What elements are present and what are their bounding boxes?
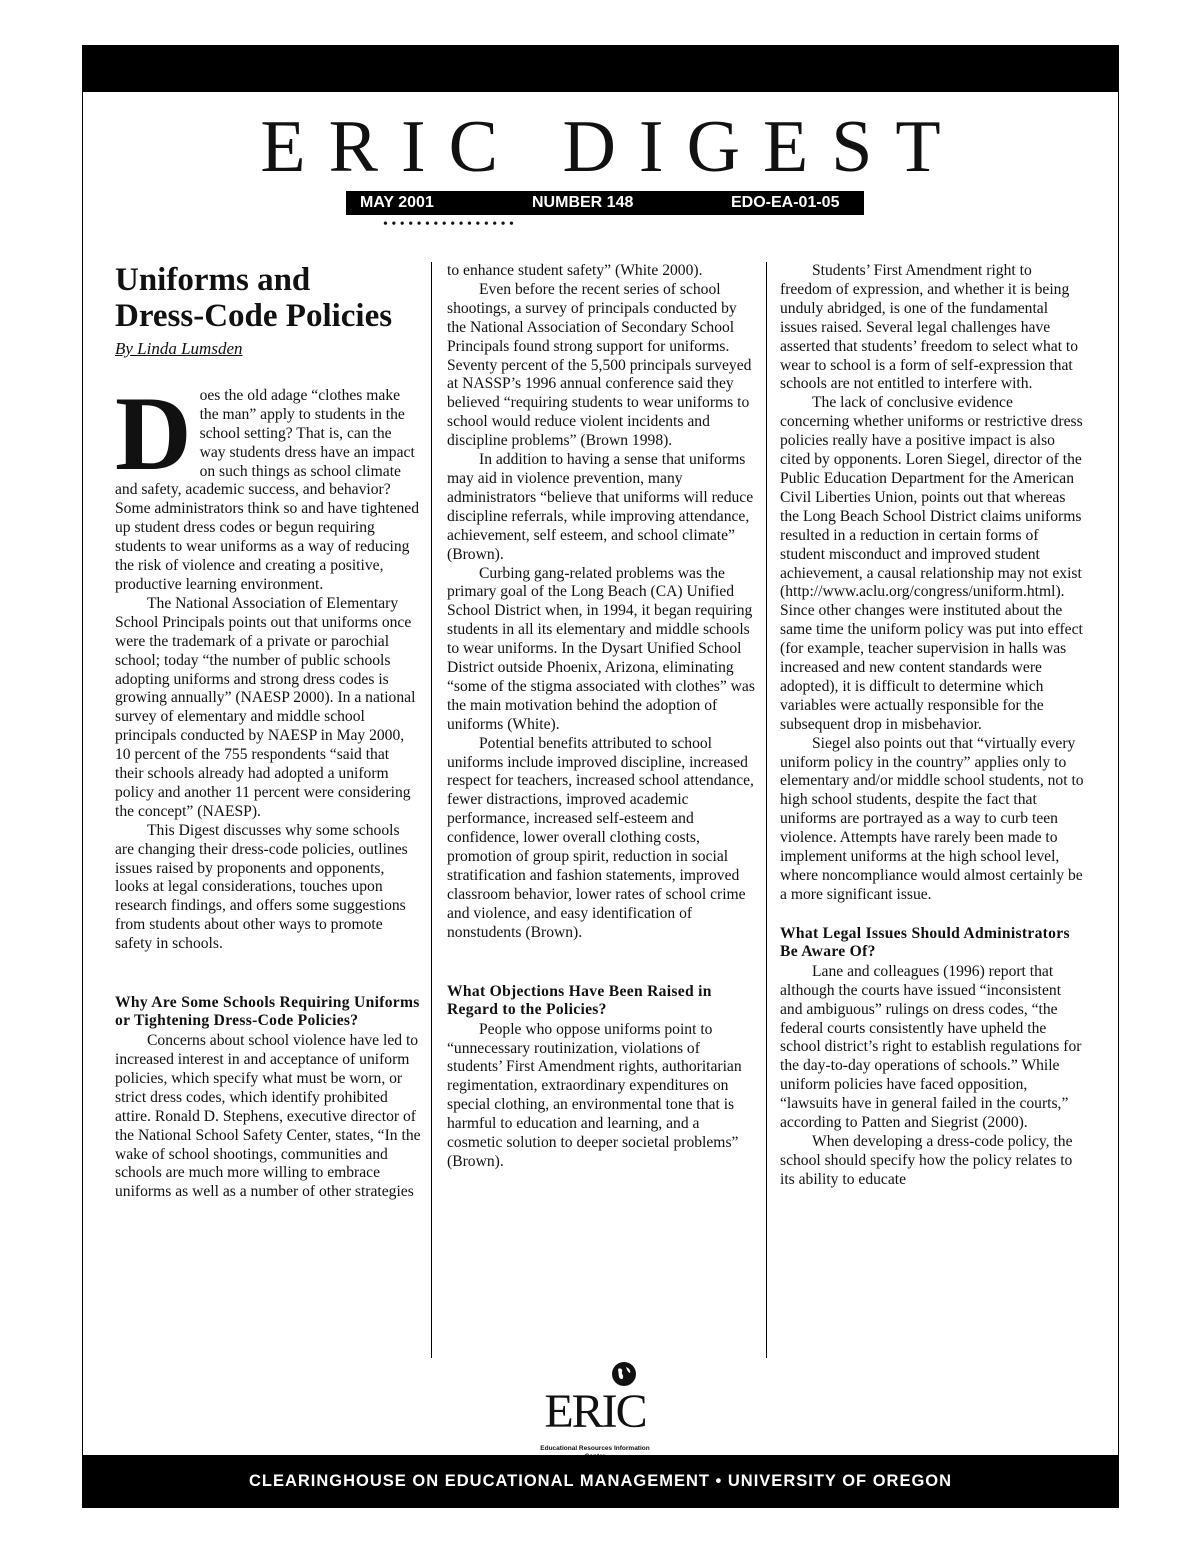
- paragraph: Even before the recent series of school shootings, a survey of principals conducted by the National Association of Secondary School Principals found strong support for uniforms. Seventy percent of the 5,500 principals surveyed at NASSP’s 1996 annual conference said they believed “requiring students to wear uniforms to school would reduce violent incidents and discipline problems” (Brown 1998).: [447, 280, 752, 450]
- digest-page: [82, 45, 1119, 1508]
- paragraph: Lane and colleagues (1996) report that although the courts have issued “inconsistent and ambiguous” rulings on dress codes, “the federal courts consistently have upheld the school district’s right to establish regulations for the day-to-day operations of schools.” While uniform policies have faced opposition, “lawsuits have in general failed in the courts,” according to Patten and Siegrist (2000).: [780, 962, 1082, 1132]
- paragraph: Potential benefits attributed to school uniforms include improved discipline, increased respect for teachers, increased school attendance, fewer distractions, improved academic performance, increased self-esteem and confidence, lower overall clothing costs, promotion of group spirit, reduction in social stratification and fashion statements, improved classroom behavior, lower rates of school crime and violence, and easy identification of nonstudents (Brown).: [447, 734, 754, 941]
- section-heading: What Objections Have Been Raised in Regard to the Policies?: [447, 982, 712, 1018]
- column-rule: [766, 262, 767, 1358]
- article-title-line1: Uniforms and: [115, 262, 311, 298]
- paragraph: Students’ First Amendment right to freedom of expression, and whether it is being unduly abridged, is one of the fundamental issues raised. Several legal challenges have asserted that students’ freedom to select what to wear to school is a form of self-expression that schools are not entitled to interfere with.: [780, 262, 1079, 393]
- paragraph: In addition to having a sense that uniforms may aid in violence prevention, many administrators “believe that uniforms will reduce discipline referrals, while improving attendance, achievement, self esteem, and school climate” (Brown).: [447, 451, 754, 563]
- section-heading: What Legal Issues Should Administrators Be Aware Of?: [780, 924, 1070, 960]
- paragraph: to enhance student safety” (White 2000).: [447, 262, 703, 279]
- column-rule: [431, 262, 432, 1358]
- article-title-line2: Dress-Code Policies: [115, 298, 393, 334]
- paragraph: When developing a dress-code policy, the school should specify how the policy relates to its ability to educate: [780, 1132, 1073, 1188]
- issue-code: EDO-EA-01-05: [731, 194, 840, 211]
- issue-number: NUMBER 148: [532, 194, 634, 211]
- paragraph: People who oppose uniforms point to “unnecessary routinization, violations of students’ First Amendment rights, authoritarian regimentation, extraordinary expenditures on special clothing, an environmental tone that is harmful to education and learning, and a cosmetic solution to deeper societal problems” (Brown).: [447, 1020, 742, 1170]
- paragraph: This Digest discusses why some schools are changing their dress-code policies, outlines issues raised by proponents and opponents, looks at legal considerations, touches upon research findings, and offers some suggestions from students about other ways to promote safety in schools.: [115, 821, 408, 953]
- eric-logo: [530, 1359, 660, 1459]
- top-black-bar: [83, 46, 1118, 92]
- issue-date: MAY 2001: [360, 194, 434, 211]
- paragraph: The National Association of Elementary School Principals points out that uniforms once were the trademark of a private or parochial school; today “the number of public schools adopting uniforms and strong dress codes is growing annually” (NAESP 2000). In a national survey of elementary and middle school principals conducted by NAESP in May 2000, 10 percent of the 755 respondents “said that their schools already had adopted a uniform policy and another 11 percent were considering the concept” (NAESP).: [115, 594, 416, 820]
- logo-wordmark: ERIC: [544, 1385, 646, 1438]
- globe-icon: [611, 1361, 637, 1387]
- masthead-title: ERIC DIGEST: [260, 106, 964, 188]
- byline: By Linda Lumsden: [115, 339, 243, 358]
- paragraph: oes the old adage “clothes make the man” apply to students in the school setting? That is, can the way students dress have an impact on such things as school climate and safety, academic success, and behavior? Some administrators think so and have tightened up student dress codes or begun requiring students to wear uniforms as a way of reducing the risk of violence and creating a positive, productive learning environment.: [115, 386, 420, 593]
- dot-divider: • • • • • • • • • • • • • • • •: [383, 217, 514, 232]
- column-1: [115, 262, 421, 1202]
- issue-info-bar: [346, 191, 864, 215]
- section-heading: Why Are Some Schools Requiring Uniforms or Tightening Dress-Code Policies?: [115, 994, 420, 1030]
- paragraph: Concerns about school violence have led to increased interest in and acceptance of uniform policies, which specify what must be worn, or strict dress codes, which identify prohibited attire. Ronald D. Stephens, executive director of the National School Safety Center, states, “In the wake of school shootings, communities and schools are much more willing to embrace uniforms as well as a number of other strategies: [115, 1032, 421, 1201]
- paragraph: Curbing gang-related problems was the primary goal of the Long Beach (CA) Unified School District when, in 1994, it began requiring students in all its elementary and middle schools to wear uniforms. In the Dysart Unified School District outside Phoenix, Arizona, eliminating “some of the stigma associated with clothes” was the main motivation behind the adoption of uniforms (White).: [447, 564, 755, 733]
- article-title: [115, 262, 421, 334]
- paragraph: Siegel also points out that “virtually every uniform policy in the country” applies only to elementary and/or middle school students, not to high school students, despite the fact that uniforms are portrayed as a way to curb teen violence. Attempts have rarely been made to implement uniforms at the high school level, where noncompliance would almost certainly be a more significant issue.: [780, 734, 1084, 903]
- footer-bar: CLEARINGHOUSE ON EDUCATIONAL MANAGEMENT • UNIVERSITY OF OREGON: [83, 1455, 1118, 1507]
- logo-subtitle: Educational Resources Information: [540, 1445, 650, 1452]
- drop-cap: D: [115, 374, 192, 492]
- column-3: [780, 262, 1086, 1190]
- paragraph: The lack of conclusive evidence concerning whether uniforms or restrictive dress policies really have a positive impact is also cited by opponents. Loren Siegel, director of the Public Education Department for the American Civil Liberties Union, points out that whereas the Long Beach School District claims uniforms resulted in a reduction in certain forms of student misconduct and improved student achievement, a causal relationship may not exist (http://www.aclu.org/congress/uniform.html). Since other changes were instituted about the same time the uniform policy was put into effect (for example, teacher supervision in halls was increased and new content standards were adopted), it is difficult to determine which variables were actually responsible for the subsequent drop in misbehavior.: [780, 394, 1083, 733]
- column-2: [447, 262, 755, 1172]
